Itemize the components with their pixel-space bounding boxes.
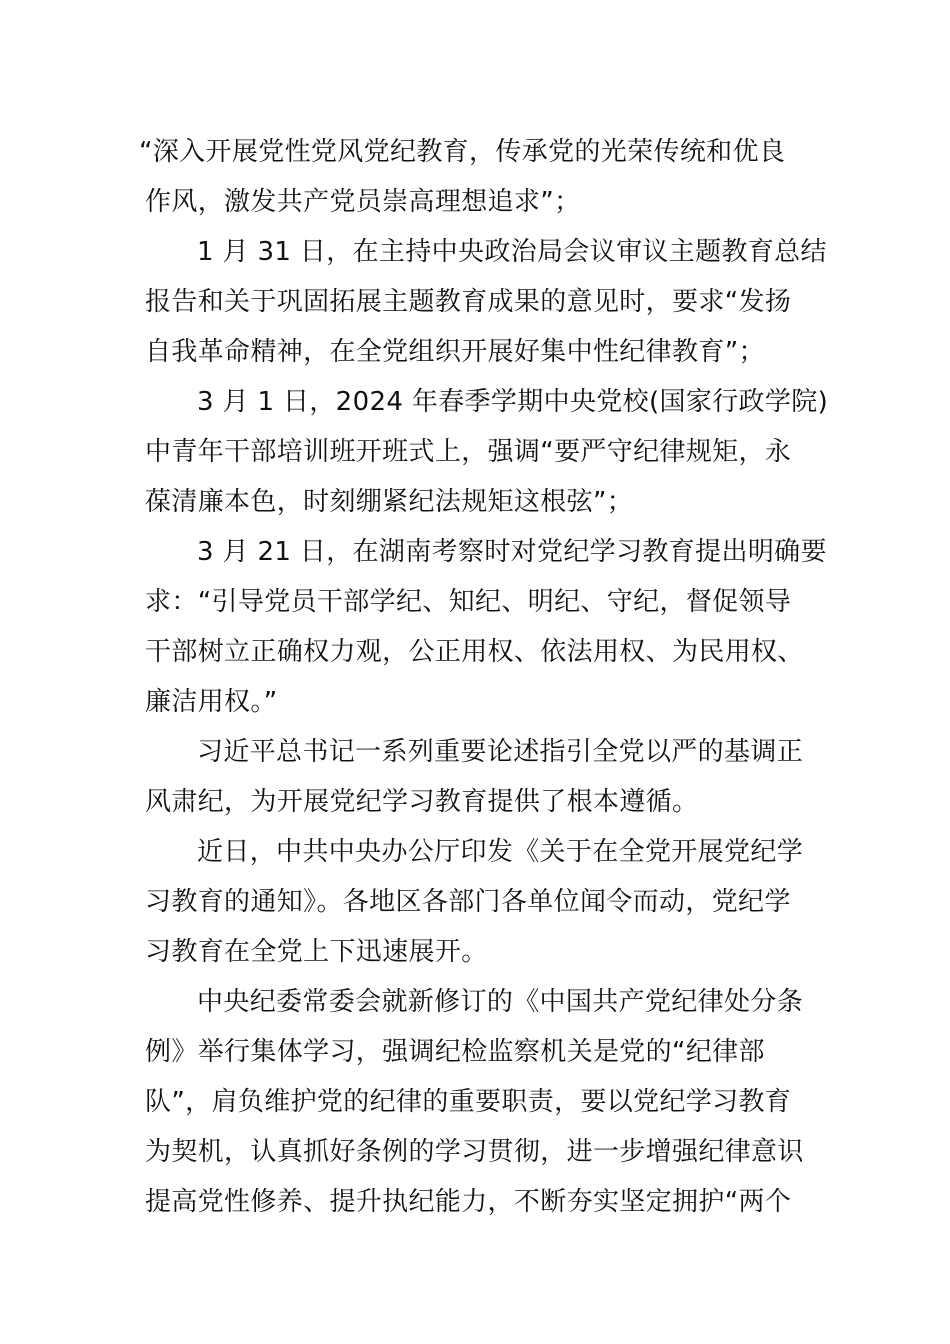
text-line: 作风，激发共产党员崇高理想追求”； [145,187,581,217]
text-line: 葆清廉本色，时刻绷紧纪法规矩这根弦”； [145,487,634,517]
paragraph-start-line: 1 月 31 日，在主持中央政治局会议审议主题教育总结 [197,237,827,267]
text-line: 风肃纪，为开展党纪学习教育提供了根本遵循。 [145,787,699,817]
text-line: 提高党性修养、提升执纪能力，不断夯实坚定拥护“两个 [145,1187,792,1217]
paragraph-start-line: 中央纪委常委会就新修订的《中国共产党纪律处分条 [197,987,804,1017]
paragraph-start-line: 习近平总书记一系列重要论述指引全党以严的基调正 [197,737,804,767]
paragraph-start-line: 近日，中共中央办公厅印发《关于在全党开展党纪学 [197,837,804,867]
text-line: 习教育的通知》。各地区各部门各单位闻令而动，党纪学 [145,887,791,917]
body-text [139,127,829,1227]
paragraph-start-line: 3 月 21 日，在湖南考察时对党纪学习教育提出明确要 [197,537,827,567]
text-line: 自我革命精神，在全党组织开展好集中性纪律教育”； [145,337,765,367]
text-line: 报告和关于巩固拓展主题教育成果的意见时，要求“发扬 [145,287,792,317]
text-line: 中青年干部培训班开班式上，强调“要严守纪律规矩，永 [145,437,792,467]
text-line: 干部树立正确权力观，公正用权、依法用权、为民用权、 [145,637,804,667]
text-line: 为契机，认真抓好条例的学习贯彻，进一步增强纪律意识 [145,1137,804,1167]
text-line: “深入开展党性党风党纪教育，传承党的光荣传统和优良 [139,137,786,167]
text-line: 例》举行集体学习，强调纪检监察机关是党的“纪律部 [145,1037,765,1067]
paragraph-start-line: 3 月 1 日，2024 年春季学期中央党校(国家行政学院) [197,387,829,417]
text-line: 习教育在全党上下迅速展开。 [145,937,488,967]
text-line: 廉洁用权。” [145,687,278,717]
text-line: 队”，肩负维护党的纪律的重要职责，要以党纪学习教育 [145,1087,792,1117]
text-line: 求：“引导党员干部学纪、知纪、明纪、守纪，督促领导 [145,587,792,617]
